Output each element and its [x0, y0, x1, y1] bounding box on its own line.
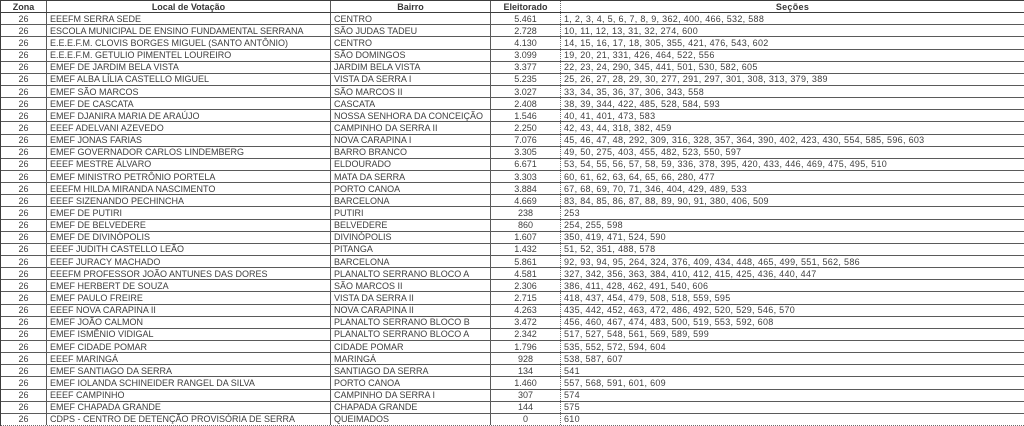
- cell-local: EEEFM HILDA MIRANDA NASCIMENTO: [47, 183, 331, 194]
- table-row: [1, 62, 1024, 74]
- cell-local: EMEF JOÃO CALMON: [47, 317, 331, 328]
- cell-secoes: 574: [564, 390, 580, 401]
- cell-eleitorado: 5.235: [491, 74, 561, 85]
- cell-zona: 26: [1, 256, 47, 267]
- cell-eleitorado: 3.472: [491, 317, 561, 328]
- cell-zona: 26: [1, 244, 47, 255]
- cell-zona: 26: [1, 377, 47, 388]
- cell-bairro: BELVEDERE: [331, 220, 491, 231]
- cell-bairro: SÃO JUDAS TADEU: [331, 25, 491, 36]
- cell-local: EMEF JONAS FARIAS: [47, 135, 331, 146]
- cell-local: EEEF JUDITH CASTELLO LEÃO: [47, 244, 331, 255]
- cell-secoes: 60, 61, 62, 63, 64, 65, 66, 280, 477: [564, 171, 715, 182]
- cell-zona: 26: [1, 329, 47, 340]
- table-row: [1, 232, 1024, 244]
- cell-eleitorado: 5.461: [491, 13, 561, 24]
- table-row: [1, 414, 1024, 426]
- cell-zona: 26: [1, 62, 47, 73]
- cell-zona: 26: [1, 183, 47, 194]
- table-row: [1, 292, 1024, 304]
- cell-local: EMEF SANTIAGO DA SERRA: [47, 365, 331, 376]
- cell-local: EMEF DJANIRA MARIA DE ARAÚJO: [47, 110, 331, 121]
- cell-secoes: 418, 437, 454, 479, 508, 518, 559, 595: [564, 292, 731, 303]
- cell-local: EMEF MINISTRO PETRÔNIO PORTELA: [47, 171, 331, 182]
- cell-zona: 26: [1, 147, 47, 158]
- cell-eleitorado: 1.546: [491, 110, 561, 121]
- cell-secoes: 22, 23, 24, 290, 345, 441, 501, 530, 582, 605: [564, 62, 758, 73]
- table-row: [1, 195, 1024, 207]
- table-row: [1, 135, 1024, 147]
- cell-local: EMEF ISMÊNIO VIDIGAL: [47, 329, 331, 340]
- table-row: [1, 110, 1024, 122]
- table-row: [1, 147, 1024, 159]
- cell-eleitorado: 1.796: [491, 341, 561, 352]
- cell-eleitorado: 3.099: [491, 50, 561, 61]
- cell-zona: 26: [1, 220, 47, 231]
- cell-secoes: 45, 46, 47, 48, 292, 309, 316, 328, 357, 364, 390, 402, 423, 430, 554, 585, 596, 603: [564, 135, 925, 146]
- cell-zona: 26: [1, 86, 47, 97]
- column-header-local: Local de Votação: [47, 1, 331, 12]
- table-header-row: [1, 1, 1024, 13]
- table-row: [1, 329, 1024, 341]
- cell-secoes: 435, 442, 452, 463, 472, 486, 492, 520, 529, 546, 570: [564, 305, 796, 316]
- cell-bairro: NOVA CARAPINA II: [331, 305, 491, 316]
- cell-eleitorado: 4.669: [491, 195, 561, 206]
- cell-local: EEEFM PROFESSOR JOÃO ANTUNES DAS DORES: [47, 268, 331, 279]
- cell-secoes: 350, 419, 471, 524, 590: [564, 232, 666, 243]
- column-header-eleitorado: Eleitorado: [491, 1, 561, 12]
- cell-zona: 26: [1, 98, 47, 109]
- cell-local: EEEF SIZENANDO PECHINCHA: [47, 195, 331, 206]
- cell-local: EMEF DE DIVINÓPOLIS: [47, 232, 331, 243]
- cell-eleitorado: 3.027: [491, 86, 561, 97]
- cell-eleitorado: 5.861: [491, 256, 561, 267]
- cell-eleitorado: 2.728: [491, 25, 561, 36]
- table-row: [1, 317, 1024, 329]
- cell-local: EMEF SÃO MARCOS: [47, 86, 331, 97]
- cell-local: EMEF GOVERNADOR CARLOS LINDEMBERG: [47, 147, 331, 158]
- cell-eleitorado: 7.076: [491, 135, 561, 146]
- cell-eleitorado: 2.306: [491, 280, 561, 291]
- cell-secoes: 456, 460, 467, 474, 483, 500, 519, 553, 592, 608: [564, 317, 774, 328]
- cell-bairro: SÃO MARCOS II: [331, 280, 491, 291]
- cell-secoes: 535, 552, 572, 594, 604: [564, 341, 666, 352]
- cell-secoes: 38, 39, 344, 422, 485, 528, 584, 593: [564, 98, 720, 109]
- table-row: [1, 159, 1024, 171]
- cell-eleitorado: 6.671: [491, 159, 561, 170]
- cell-local: EMEF ALBA LÍLIA CASTELLO MIGUEL: [47, 74, 331, 85]
- cell-zona: 26: [1, 268, 47, 279]
- cell-eleitorado: 2.408: [491, 98, 561, 109]
- cell-eleitorado: 238: [491, 207, 561, 218]
- column-header-bairro: Bairro: [331, 1, 491, 12]
- cell-eleitorado: 3.377: [491, 62, 561, 73]
- cell-local: E.E.E.F.M. CLOVIS BORGES MIGUEL (SANTO ANTÔNIO): [47, 37, 331, 48]
- cell-zona: 26: [1, 402, 47, 413]
- cell-bairro: CAMPINHO DA SERRA I: [331, 390, 491, 401]
- cell-eleitorado: 0: [491, 414, 561, 425]
- cell-secoes: 53, 54, 55, 56, 57, 58, 59, 336, 378, 395, 420, 433, 446, 469, 475, 495, 510: [564, 159, 888, 170]
- cell-secoes: 51, 52, 351, 488, 578: [564, 244, 656, 255]
- cell-secoes: 14, 15, 16, 17, 18, 305, 355, 421, 476, 543, 602: [564, 37, 769, 48]
- cell-bairro: BARRO BRANCO: [331, 147, 491, 158]
- cell-bairro: BARCELONA: [331, 256, 491, 267]
- cell-secoes: 42, 43, 44, 318, 382, 459: [564, 122, 672, 133]
- cell-zona: 26: [1, 305, 47, 316]
- cell-local: EEEF MARINGÁ: [47, 353, 331, 364]
- cell-eleitorado: 1.432: [491, 244, 561, 255]
- cell-local: CDPS - CENTRO DE DETENÇÃO PROVISÓRIA DE SERRA: [47, 414, 331, 425]
- table-row: [1, 220, 1024, 232]
- cell-local: EMEF DE BELVEDERE: [47, 220, 331, 231]
- cell-secoes: 92, 93, 94, 95, 264, 324, 376, 409, 434, 448, 465, 499, 551, 562, 586: [564, 256, 860, 267]
- table-row: [1, 25, 1024, 37]
- table-row: [1, 183, 1024, 195]
- cell-local: EMEF DE PUTIRI: [47, 207, 331, 218]
- table-row: [1, 244, 1024, 256]
- cell-local: EMEF CHAPADA GRANDE: [47, 402, 331, 413]
- cell-eleitorado: 928: [491, 353, 561, 364]
- cell-local: EEEFM SERRA SEDE: [47, 13, 331, 24]
- cell-local: EMEF IOLANDA SCHINEIDER RANGEL DA SILVA: [47, 377, 331, 388]
- cell-zona: 26: [1, 25, 47, 36]
- cell-bairro: CASCATA: [331, 98, 491, 109]
- cell-zona: 26: [1, 37, 47, 48]
- cell-secoes: 610: [564, 414, 580, 425]
- cell-secoes: 19, 20, 21, 331, 426, 464, 522, 556: [564, 50, 715, 61]
- cell-secoes: 10, 11, 12, 13, 31, 32, 274, 600: [564, 25, 699, 36]
- cell-bairro: CHAPADA GRANDE: [331, 402, 491, 413]
- table-row: [1, 50, 1024, 62]
- cell-bairro: CENTRO: [331, 13, 491, 24]
- cell-bairro: PUTIRI: [331, 207, 491, 218]
- cell-secoes: 25, 26, 27, 28, 29, 30, 277, 291, 297, 301, 308, 313, 379, 389: [564, 74, 828, 85]
- cell-eleitorado: 3.884: [491, 183, 561, 194]
- cell-local: EEEF MESTRE ÁLVARO: [47, 159, 331, 170]
- table-row: [1, 377, 1024, 389]
- cell-zona: 26: [1, 74, 47, 85]
- cell-secoes: 1, 2, 3, 4, 5, 6, 7, 8, 9, 362, 400, 466, 532, 588: [564, 13, 765, 24]
- cell-eleitorado: 3.303: [491, 171, 561, 182]
- cell-bairro: SÃO DOMINGOS: [331, 50, 491, 61]
- cell-secoes: 83, 84, 85, 86, 87, 88, 89, 90, 91, 380, 406, 509: [564, 195, 769, 206]
- cell-bairro: PITANGA: [331, 244, 491, 255]
- cell-bairro: QUEIMADOS: [331, 414, 491, 425]
- cell-secoes: 49, 50, 275, 403, 455, 482, 523, 550, 597: [564, 147, 742, 158]
- cell-bairro: SANTIAGO DA SERRA: [331, 365, 491, 376]
- cell-zona: 26: [1, 207, 47, 218]
- cell-zona: 26: [1, 110, 47, 121]
- cell-eleitorado: 2.250: [491, 122, 561, 133]
- table-row: [1, 256, 1024, 268]
- cell-zona: 26: [1, 292, 47, 303]
- cell-local: ESCOLA MUNICIPAL DE ENSINO FUNDAMENTAL SERRANA: [47, 25, 331, 36]
- cell-eleitorado: 4.581: [491, 268, 561, 279]
- cell-secoes: 538, 587, 607: [564, 353, 623, 364]
- column-header-secoes: Seções: [775, 1, 810, 12]
- cell-eleitorado: 4.263: [491, 305, 561, 316]
- cell-bairro: DIVINÓPOLIS: [331, 232, 491, 243]
- cell-zona: 26: [1, 341, 47, 352]
- cell-bairro: SÃO MARCOS II: [331, 86, 491, 97]
- cell-zona: 26: [1, 159, 47, 170]
- cell-zona: 26: [1, 171, 47, 182]
- cell-local: EMEF DE JARDIM BELA VISTA: [47, 62, 331, 73]
- column-header-zona: Zona: [1, 1, 47, 12]
- cell-eleitorado: 134: [491, 365, 561, 376]
- cell-eleitorado: 1.460: [491, 377, 561, 388]
- cell-bairro: VISTA DA SERRA II: [331, 292, 491, 303]
- table-row: [1, 280, 1024, 292]
- cell-eleitorado: 307: [491, 390, 561, 401]
- cell-zona: 26: [1, 232, 47, 243]
- cell-secoes: 253: [564, 207, 580, 218]
- cell-secoes: 557, 568, 591, 601, 609: [564, 377, 666, 388]
- table-row: [1, 207, 1024, 219]
- cell-zona: 26: [1, 50, 47, 61]
- cell-eleitorado: 1.607: [491, 232, 561, 243]
- cell-local: EEEF CAMPINHO: [47, 390, 331, 401]
- cell-secoes: 33, 34, 35, 36, 37, 306, 343, 558: [564, 86, 705, 97]
- cell-secoes: 254, 255, 598: [564, 220, 623, 231]
- cell-local: EEEF NOVA CARAPINA II: [47, 305, 331, 316]
- cell-eleitorado: 4.130: [491, 37, 561, 48]
- cell-zona: 26: [1, 365, 47, 376]
- cell-bairro: PORTO CANOA: [331, 377, 491, 388]
- cell-secoes: 67, 68, 69, 70, 71, 346, 404, 429, 489, 533: [564, 183, 748, 194]
- cell-zona: 26: [1, 280, 47, 291]
- cell-bairro: MATA DA SERRA: [331, 171, 491, 182]
- cell-secoes: 517, 527, 548, 561, 569, 589, 599: [564, 329, 710, 340]
- cell-local: EMEF PAULO FREIRE: [47, 292, 331, 303]
- cell-bairro: VISTA DA SERRA I: [331, 74, 491, 85]
- cell-local: EEEF ADELVANI AZEVEDO: [47, 122, 331, 133]
- cell-secoes: 575: [564, 402, 580, 413]
- table-row: [1, 98, 1024, 110]
- table-row: [1, 74, 1024, 86]
- cell-bairro: PORTO CANOA: [331, 183, 491, 194]
- table-row: [1, 305, 1024, 317]
- cell-eleitorado: 3.305: [491, 147, 561, 158]
- table-row: [1, 122, 1024, 134]
- table-row: [1, 86, 1024, 98]
- cell-zona: 26: [1, 122, 47, 133]
- cell-zona: 26: [1, 135, 47, 146]
- cell-eleitorado: 860: [491, 220, 561, 231]
- cell-bairro: BARCELONA: [331, 195, 491, 206]
- cell-local: EEEF JURACY MACHADO: [47, 256, 331, 267]
- cell-zona: 26: [1, 195, 47, 206]
- cell-zona: 26: [1, 353, 47, 364]
- table-row: [1, 171, 1024, 183]
- table-row: [1, 341, 1024, 353]
- table-row: [1, 402, 1024, 414]
- table-row: [1, 390, 1024, 402]
- cell-zona: 26: [1, 414, 47, 425]
- cell-local: EMEF HERBERT DE SOUZA: [47, 280, 331, 291]
- table-row: [1, 353, 1024, 365]
- cell-bairro: ELDOURADO: [331, 159, 491, 170]
- table-row: [1, 268, 1024, 280]
- cell-eleitorado: 144: [491, 402, 561, 413]
- table-row: [1, 37, 1024, 49]
- cell-local: EMEF CIDADE POMAR: [47, 341, 331, 352]
- cell-bairro: PLANALTO SERRANO BLOCO B: [331, 317, 491, 328]
- cell-bairro: JARDIM BELA VISTA: [331, 62, 491, 73]
- cell-bairro: CAMPINHO DA SERRA II: [331, 122, 491, 133]
- cell-bairro: PLANALTO SERRANO BLOCO A: [331, 329, 491, 340]
- cell-secoes: 386, 411, 428, 462, 491, 540, 606: [564, 280, 709, 291]
- cell-eleitorado: 2.715: [491, 292, 561, 303]
- cell-bairro: NOSSA SENHORA DA CONCEIÇÃO: [331, 110, 491, 121]
- cell-local: EMEF DE CASCATA: [47, 98, 331, 109]
- cell-zona: 26: [1, 390, 47, 401]
- table-row: [1, 365, 1024, 377]
- cell-secoes: 327, 342, 356, 363, 384, 410, 412, 415, 425, 436, 440, 447: [564, 268, 817, 279]
- cell-bairro: NOVA CARAPINA I: [331, 135, 491, 146]
- table-row: [1, 13, 1024, 25]
- cell-bairro: PLANALTO SERRANO BLOCO A: [331, 268, 491, 279]
- cell-bairro: MARINGÁ: [331, 353, 491, 364]
- cell-zona: 26: [1, 317, 47, 328]
- cell-secoes: 40, 41, 401, 473, 583: [564, 110, 656, 121]
- cell-bairro: CIDADE POMAR: [331, 341, 491, 352]
- cell-zona: 26: [1, 13, 47, 24]
- cell-local: E.E.E.F.M. GETULIO PIMENTEL LOUREIRO: [47, 50, 331, 61]
- cell-secoes: 541: [564, 365, 580, 376]
- cell-bairro: CENTRO: [331, 37, 491, 48]
- cell-eleitorado: 2.342: [491, 329, 561, 340]
